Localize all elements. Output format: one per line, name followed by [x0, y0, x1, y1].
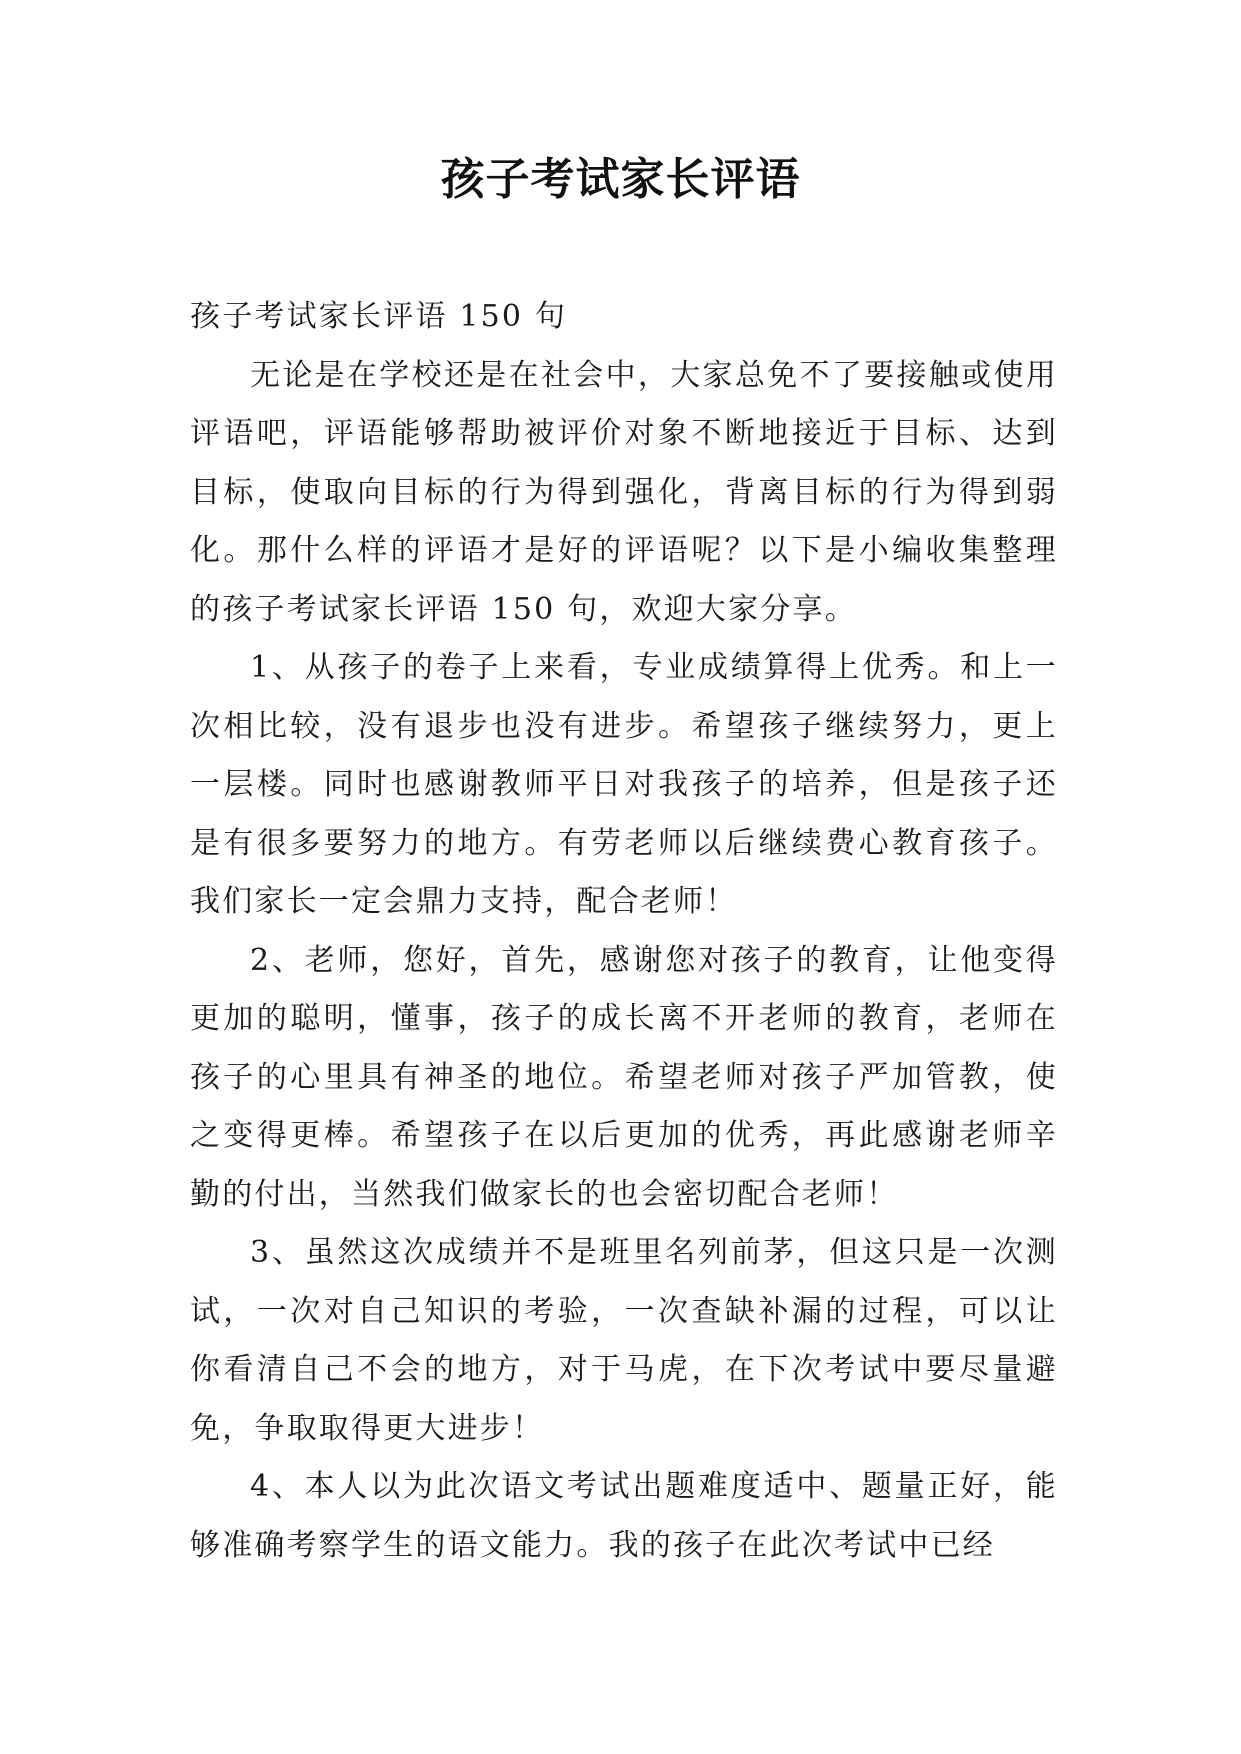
document-body — [190, 288, 1058, 1575]
paragraph-comment-4: 4、本人以为此次语文考试出题难度适中、题量正好，能够准确考察学生的语文能力。我的孩子在此次考试中已经 — [190, 1469, 1058, 1563]
paragraph-intro: 无论是在学校还是在社会中，大家总免不了要接触或使用评语吧，评语能够帮助被评价对象不断地接近于目标、达到目标，使取向目标的行为得到强化，背离目标的行为得到弱化。那什么样的评语才是好的评语呢？以下是小编收集整理的孩子考试家长评语 150 句，欢迎大家分享。 — [190, 357, 1058, 627]
paragraph-comment-2: 2、老师，您好，首先，感谢您对孩子的教育，让他变得更加的聪明，懂事，孩子的成长离不开老师的教育，老师在孩子的心里具有神圣的地位。希望老师对孩子严加管教，使之变得更棒。希望孩子在以后更加的优秀，再此感谢老师辛勤的付出，当然我们做家长的也会密切配合老师！ — [190, 942, 1058, 1212]
document-subtitle: 孩子考试家长评语 150 句 — [190, 299, 568, 334]
paragraph-comment-1: 1、从孩子的卷子上来看，专业成绩算得上优秀。和上一次相比较，没有退步也没有进步。希望孩子继续努力，更上一层楼。同时也感谢教师平日对我孩子的培养，但是孩子还是有很多要努力的地方。有劳老师以后继续费心教育孩子。我们家长一定会鼎力支持，配合老师！ — [190, 650, 1058, 919]
document-title: 孩子考试家长评语 — [440, 154, 801, 205]
paragraph-comment-3: 3、虽然这次成绩并不是班里名列前茅，但这只是一次测试，一次对自己知识的考验，一次查缺补漏的过程，可以让你看清自己不会的地方，对于马虎，在下次考试中要尽量避免，争取取得更大进步！ — [190, 1235, 1058, 1446]
